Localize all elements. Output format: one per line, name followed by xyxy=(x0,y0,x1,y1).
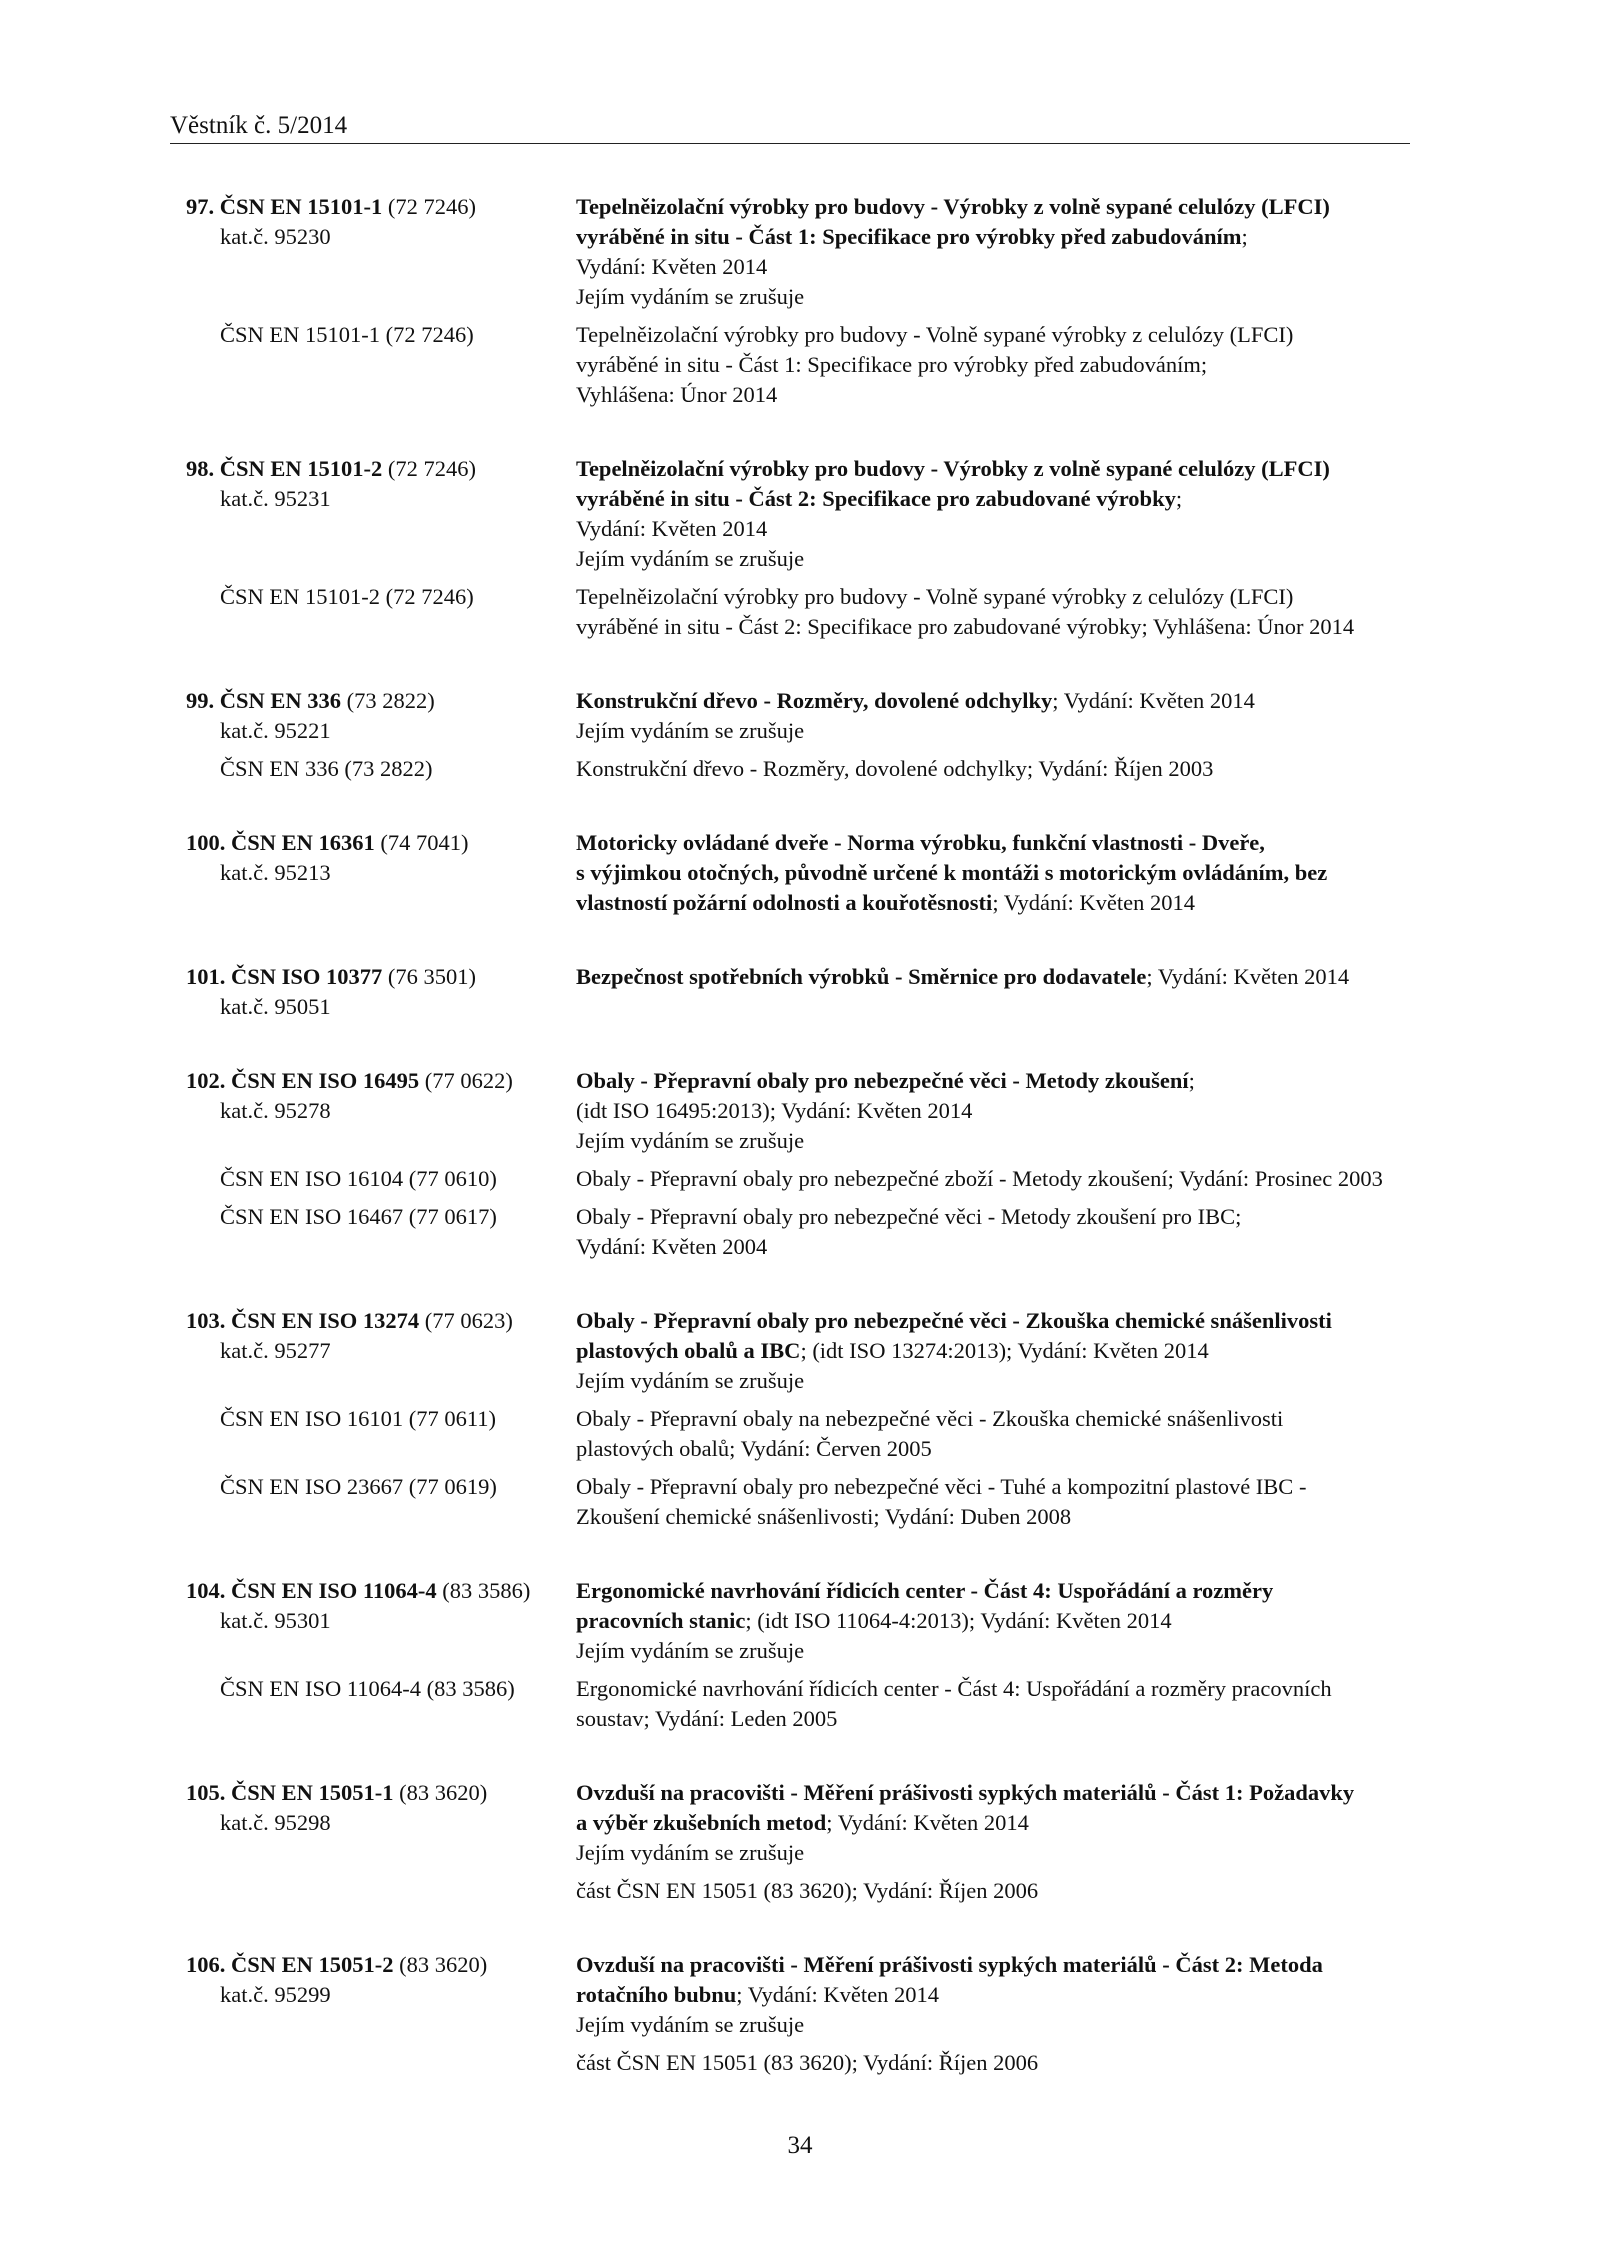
entry-left-cell xyxy=(170,962,576,992)
superseded-code-cell xyxy=(170,1502,576,1532)
superseded-line xyxy=(170,2048,1410,2078)
entry-left-cell xyxy=(170,1838,576,1868)
standard-title: Obaly - Přepravní obaly pro nebezpečné věci - Zkouška chemické snášenlivosti xyxy=(576,1308,1332,1333)
superseded-line xyxy=(170,1434,1410,1464)
standard-entry xyxy=(170,1066,1410,1262)
catalog-number: kat.č. 95213 xyxy=(220,860,331,885)
standard-class-number: (83 3620) xyxy=(393,1952,488,1977)
standard-entry xyxy=(170,686,1410,784)
catalog-number: kat.č. 95230 xyxy=(220,224,331,249)
superseded-standard-text: soustav; Vydání: Leden 2005 xyxy=(576,1706,838,1731)
superseded-standard-text: Ergonomické navrhování řídicích center - Část 4: Uspořádání a rozměry pracovních xyxy=(576,1676,1332,1701)
standard-title-suffix: ; Vydání: Květen 2014 xyxy=(992,890,1195,915)
page-header: Věstník č. 5/2014 xyxy=(170,112,348,139)
superseded-text-cell xyxy=(576,754,1410,784)
standard-entry xyxy=(170,1576,1410,1734)
entry-line xyxy=(170,962,1410,992)
cancels-note: Jejím vydáním se zrušuje xyxy=(576,546,805,571)
entry-left-cell xyxy=(170,454,576,484)
entry-left-cell xyxy=(170,1808,576,1838)
superseded-standard-code: ČSN EN ISO 16467 (77 0617) xyxy=(220,1204,497,1229)
standard-title: rotačního bubnu xyxy=(576,1982,737,2007)
entry-line xyxy=(170,514,1410,544)
entry-right-cell xyxy=(576,828,1410,858)
entry-left-cell xyxy=(170,1066,576,1096)
superseded-text-cell xyxy=(576,1232,1410,1262)
superseded-standard-code: ČSN EN 15101-1 (72 7246) xyxy=(220,322,474,347)
entry-right-cell xyxy=(576,1096,1410,1126)
standard-title: Tepelněizolační výrobky pro budovy - Výrobky z volně sypané celulózy (LFCI) xyxy=(576,194,1330,219)
entry-right-cell xyxy=(576,1606,1410,1636)
superseded-text-cell xyxy=(576,1472,1410,1502)
entry-line xyxy=(170,1366,1410,1396)
standard-entry xyxy=(170,192,1410,410)
superseded-code-cell xyxy=(170,1164,576,1194)
entry-right-cell xyxy=(576,544,1410,574)
entry-left-cell xyxy=(170,1636,576,1666)
standard-title: a výběr zkušebních metod xyxy=(576,1810,827,1835)
entry-line xyxy=(170,1636,1410,1666)
standard-title-suffix: ; Vydání: Květen 2014 xyxy=(1052,688,1255,713)
superseded-standard-code: ČSN EN ISO 16101 (77 0611) xyxy=(220,1406,497,1431)
entry-line xyxy=(170,1306,1410,1336)
entry-right-cell xyxy=(576,1838,1410,1868)
entry-left-cell xyxy=(170,222,576,252)
entry-line xyxy=(170,1576,1410,1606)
superseded-code-cell xyxy=(170,1404,576,1434)
superseded-text-cell xyxy=(576,2048,1410,2078)
superseded-standard-text: Tepelněizolační výrobky pro budovy - Volně sypané výrobky z celulózy (LFCI) xyxy=(576,584,1294,609)
superseded-code-cell xyxy=(170,1704,576,1734)
superseded-code-cell xyxy=(170,380,576,410)
spacer xyxy=(170,1156,1410,1164)
entry-line xyxy=(170,192,1410,222)
standard-title: Konstrukční dřevo - Rozměry, dovolené odchylky xyxy=(576,688,1053,713)
entry-left-cell xyxy=(170,1096,576,1126)
cancels-note: Jejím vydáním se zrušuje xyxy=(576,1840,805,1865)
entry-line xyxy=(170,828,1410,858)
issue-date: Vydání: Květen 2014 xyxy=(576,516,768,541)
entry-line xyxy=(170,1808,1410,1838)
standard-code: ČSN EN 15051-1 xyxy=(231,1780,394,1805)
superseded-code-cell xyxy=(170,754,576,784)
superseded-line xyxy=(170,1232,1410,1262)
standard-class-number: (72 7246) xyxy=(382,456,477,481)
standard-title-suffix: ; (idt ISO 13274:2013); Vydání: Květen 2014 xyxy=(800,1338,1209,1363)
entry-left-cell xyxy=(170,716,576,746)
superseded-text-cell xyxy=(576,320,1410,350)
catalog-number: kat.č. 95221 xyxy=(220,718,331,743)
cancels-note: Jejím vydáním se zrušuje xyxy=(576,1638,805,1663)
entry-line xyxy=(170,222,1410,252)
superseded-standard-text: vyráběné in situ - Část 1: Specifikace pro výrobky před zabudováním; xyxy=(576,352,1208,377)
spacer xyxy=(170,746,1410,754)
superseded-standard-text: Vyhlášena: Únor 2014 xyxy=(576,382,778,407)
entry-right-cell xyxy=(576,1336,1410,1366)
superseded-text-cell xyxy=(576,1502,1410,1532)
entry-left-cell xyxy=(170,1606,576,1636)
entry-number: 104. xyxy=(186,1578,226,1603)
entry-right-cell xyxy=(576,858,1410,888)
standard-entry xyxy=(170,962,1410,1022)
entry-left-cell xyxy=(170,1778,576,1808)
entry-left-cell xyxy=(170,888,576,918)
standard-class-number: (83 3586) xyxy=(436,1578,531,1603)
entry-number: 100. xyxy=(186,830,226,855)
entry-right-cell xyxy=(576,252,1410,282)
entry-number: 99. xyxy=(186,688,215,713)
superseded-standard-text: část ČSN EN 15051 (83 3620); Vydání: Říjen 2006 xyxy=(576,2050,1039,2075)
superseded-line xyxy=(170,612,1410,642)
entry-number: 98. xyxy=(186,456,215,481)
superseded-standard-text: plastových obalů; Vydání: Červen 2005 xyxy=(576,1436,932,1461)
spacer xyxy=(170,1194,1410,1202)
entry-line xyxy=(170,2010,1410,2040)
superseded-standard-text: Obaly - Přepravní obaly pro nebezpečné věci - Tuhé a kompozitní plastové IBC - xyxy=(576,1474,1307,1499)
entry-left-cell xyxy=(170,544,576,574)
superseded-standard-code: ČSN EN ISO 23667 (77 0619) xyxy=(220,1474,497,1499)
superseded-standard-text: Vydání: Květen 2004 xyxy=(576,1234,768,1259)
entry-right-cell xyxy=(576,1066,1410,1096)
superseded-text-cell xyxy=(576,1164,1410,1194)
standard-title: Obaly - Přepravní obaly pro nebezpečné věci - Metody zkoušení xyxy=(576,1068,1189,1093)
spacer xyxy=(170,1396,1410,1404)
spacer xyxy=(170,1464,1410,1472)
entry-right-cell xyxy=(576,1980,1410,2010)
superseded-line xyxy=(170,1202,1410,1232)
standard-entry xyxy=(170,828,1410,918)
superseded-text-cell xyxy=(576,1202,1410,1232)
entry-number: 103. xyxy=(186,1308,226,1333)
catalog-number: kat.č. 95277 xyxy=(220,1338,331,1363)
standard-title: pracovních stanic xyxy=(576,1608,746,1633)
standard-code: ČSN ISO 10377 xyxy=(231,964,383,989)
cancels-note: Jejím vydáním se zrušuje xyxy=(576,1128,805,1153)
superseded-standard-text: vyráběné in situ - Část 2: Specifikace pro zabudované výrobky; Vyhlášena: Únor 2014 xyxy=(576,614,1355,639)
entry-line xyxy=(170,1096,1410,1126)
superseded-text-cell xyxy=(576,1404,1410,1434)
entry-line xyxy=(170,252,1410,282)
entry-left-cell xyxy=(170,282,576,312)
standard-title-suffix: ; xyxy=(1241,224,1248,249)
standard-title: vyráběné in situ - Část 2: Specifikace pro zabudované výrobky xyxy=(576,486,1176,511)
entry-left-cell xyxy=(170,992,576,1022)
entry-number: 102. xyxy=(186,1068,226,1093)
superseded-code-cell xyxy=(170,1876,576,1906)
standard-title: Motoricky ovládané dveře - Norma výrobku, funkční vlastnosti - Dveře, xyxy=(576,830,1265,855)
entry-right-cell xyxy=(576,1366,1410,1396)
superseded-text-cell xyxy=(576,1876,1410,1906)
entry-right-cell xyxy=(576,192,1410,222)
standard-title-suffix: (idt ISO 16495:2013); Vydání: Květen 2014 xyxy=(576,1098,973,1123)
superseded-code-cell xyxy=(170,582,576,612)
catalog-number: kat.č. 95299 xyxy=(220,1982,331,2007)
superseded-text-cell xyxy=(576,1674,1410,1704)
entry-line xyxy=(170,484,1410,514)
standard-title: Ovzduší na pracovišti - Měření prášivosti sypkých materiálů - Část 2: Metoda xyxy=(576,1952,1323,1977)
standard-code: ČSN EN 15101-1 xyxy=(219,194,383,219)
entry-number: 101. xyxy=(186,964,226,989)
superseded-standard-code: ČSN EN 15101-2 (72 7246) xyxy=(220,584,474,609)
entry-right-cell xyxy=(576,1306,1410,1336)
superseded-code-cell xyxy=(170,612,576,642)
standard-class-number: (73 2822) xyxy=(341,688,435,713)
entry-right-cell xyxy=(576,1778,1410,1808)
entry-line xyxy=(170,454,1410,484)
superseded-code-cell xyxy=(170,320,576,350)
page-number: 34 xyxy=(787,2132,813,2159)
entry-line xyxy=(170,1950,1410,1980)
standard-title: vlastností požární odolnosti a kouřotěsnosti xyxy=(576,890,993,915)
standard-title: Ergonomické navrhování řídicích center - Část 4: Uspořádání a rozměry xyxy=(576,1578,1274,1603)
entry-line xyxy=(170,992,1410,1022)
entry-left-cell xyxy=(170,828,576,858)
superseded-code-cell xyxy=(170,1674,576,1704)
entry-right-cell xyxy=(576,222,1410,252)
entry-left-cell xyxy=(170,514,576,544)
entry-right-cell xyxy=(576,1126,1410,1156)
superseded-line xyxy=(170,1164,1410,1194)
standard-code: ČSN EN ISO 13274 xyxy=(231,1308,420,1333)
entry-right-cell xyxy=(576,514,1410,544)
standard-code: ČSN EN ISO 11064-4 xyxy=(231,1578,437,1603)
superseded-standard-code: ČSN EN 336 (73 2822) xyxy=(220,756,433,781)
standard-entry xyxy=(170,1778,1410,1906)
entry-line xyxy=(170,544,1410,574)
catalog-number: kat.č. 95051 xyxy=(220,994,331,1019)
superseded-text-cell xyxy=(576,380,1410,410)
entry-left-cell xyxy=(170,1126,576,1156)
entry-left-cell xyxy=(170,686,576,716)
standard-title: plastových obalů a IBC xyxy=(576,1338,801,1363)
superseded-standard-text: Konstrukční dřevo - Rozměry, dovolené odchylky; Vydání: Říjen 2003 xyxy=(576,756,1214,781)
superseded-code-cell xyxy=(170,1202,576,1232)
superseded-line xyxy=(170,1404,1410,1434)
standard-code: ČSN EN ISO 16495 xyxy=(231,1068,420,1093)
catalog-number: kat.č. 95231 xyxy=(220,486,331,511)
superseded-code-cell xyxy=(170,1232,576,1262)
superseded-standard-text: Obaly - Přepravní obaly pro nebezpečné věci - Metody zkoušení pro IBC; xyxy=(576,1204,1242,1229)
entry-left-cell xyxy=(170,1366,576,1396)
entry-right-cell xyxy=(576,992,1410,1022)
entry-left-cell xyxy=(170,484,576,514)
entry-line xyxy=(170,1126,1410,1156)
standard-entry xyxy=(170,1306,1410,1532)
entry-line xyxy=(170,716,1410,746)
entry-right-cell xyxy=(576,686,1410,716)
standard-code: ČSN EN 336 xyxy=(219,688,342,713)
superseded-text-cell xyxy=(576,350,1410,380)
entry-number: 106. xyxy=(186,1952,226,1977)
superseded-standard-text: Obaly - Přepravní obaly na nebezpečné věci - Zkouška chemické snášenlivosti xyxy=(576,1406,1284,1431)
superseded-line xyxy=(170,320,1410,350)
entry-left-cell xyxy=(170,1306,576,1336)
standard-entry xyxy=(170,454,1410,642)
standard-title-suffix: ; (idt ISO 11064-4:2013); Vydání: Květen 2014 xyxy=(745,1608,1172,1633)
standard-code: ČSN EN 16361 xyxy=(231,830,375,855)
superseded-line xyxy=(170,380,1410,410)
superseded-code-cell xyxy=(170,1472,576,1502)
entry-left-cell xyxy=(170,252,576,282)
entry-left-cell xyxy=(170,192,576,222)
superseded-code-cell xyxy=(170,2048,576,2078)
entry-right-cell xyxy=(576,282,1410,312)
standard-class-number: (76 3501) xyxy=(382,964,477,989)
cancels-note: Jejím vydáním se zrušuje xyxy=(576,718,805,743)
spacer xyxy=(170,2040,1410,2048)
superseded-text-cell xyxy=(576,1434,1410,1464)
superseded-standard-text: Tepelněizolační výrobky pro budovy - Volně sypané výrobky z celulózy (LFCI) xyxy=(576,322,1294,347)
standards-list xyxy=(170,192,1410,2078)
superseded-line xyxy=(170,1876,1410,1906)
superseded-line xyxy=(170,1674,1410,1704)
entry-line xyxy=(170,1606,1410,1636)
spacer xyxy=(170,1666,1410,1674)
standard-class-number: (74 7041) xyxy=(374,830,469,855)
entry-left-cell xyxy=(170,1980,576,2010)
superseded-text-cell xyxy=(576,1704,1410,1734)
superseded-code-cell xyxy=(170,1434,576,1464)
entry-left-cell xyxy=(170,1576,576,1606)
standard-class-number: (83 3620) xyxy=(393,1780,488,1805)
standard-title: Ovzduší na pracovišti - Měření prášivosti sypkých materiálů - Část 1: Požadavky xyxy=(576,1780,1355,1805)
entry-right-cell xyxy=(576,454,1410,484)
entry-left-cell xyxy=(170,2010,576,2040)
superseded-standard-text: Obaly - Přepravní obaly pro nebezpečné zboží - Metody zkoušení; Vydání: Prosinec 2003 xyxy=(576,1166,1383,1191)
entry-right-cell xyxy=(576,962,1410,992)
entry-line xyxy=(170,888,1410,918)
entry-line xyxy=(170,858,1410,888)
spacer xyxy=(170,574,1410,582)
entry-right-cell xyxy=(576,1808,1410,1838)
standard-class-number: (77 0622) xyxy=(419,1068,513,1093)
catalog-number: kat.č. 95301 xyxy=(220,1608,331,1633)
catalog-number: kat.č. 95298 xyxy=(220,1810,331,1835)
entry-left-cell xyxy=(170,1336,576,1366)
header-divider xyxy=(170,143,1410,144)
standard-title: Tepelněizolační výrobky pro budovy - Výrobky z volně sypané celulózy (LFCI) xyxy=(576,456,1330,481)
cancels-note: Jejím vydáním se zrušuje xyxy=(576,2012,805,2037)
standard-title-suffix: ; xyxy=(1188,1068,1195,1093)
superseded-standard-text: Zkoušení chemické snášenlivosti; Vydání: Duben 2008 xyxy=(576,1504,1072,1529)
standard-code: ČSN EN 15101-2 xyxy=(219,456,383,481)
standard-entry xyxy=(170,1950,1410,2078)
entry-number: 97. xyxy=(186,194,215,219)
entry-line xyxy=(170,1336,1410,1366)
entry-line xyxy=(170,1980,1410,2010)
standard-title-suffix: ; Vydání: Květen 2014 xyxy=(736,1982,939,2007)
standard-title: s výjimkou otočných, původně určené k montáži s motorickým ovládáním, bez xyxy=(576,860,1328,885)
entry-line xyxy=(170,1778,1410,1808)
spacer xyxy=(170,312,1410,320)
entry-right-cell xyxy=(576,1950,1410,1980)
entry-right-cell xyxy=(576,484,1410,514)
entry-line xyxy=(170,686,1410,716)
entry-right-cell xyxy=(576,888,1410,918)
superseded-line xyxy=(170,1502,1410,1532)
cancels-note: Jejím vydáním se zrušuje xyxy=(576,284,805,309)
superseded-line xyxy=(170,1704,1410,1734)
standard-class-number: (72 7246) xyxy=(382,194,477,219)
entry-number: 105. xyxy=(186,1780,226,1805)
entry-right-cell xyxy=(576,1576,1410,1606)
superseded-text-cell xyxy=(576,612,1410,642)
entry-right-cell xyxy=(576,1636,1410,1666)
spacer xyxy=(170,1868,1410,1876)
standard-title: Bezpečnost spotřebních výrobků - Směrnice pro dodavatele xyxy=(576,964,1147,989)
superseded-line xyxy=(170,582,1410,612)
entry-line xyxy=(170,282,1410,312)
standard-class-number: (77 0623) xyxy=(419,1308,513,1333)
issue-date: Vydání: Květen 2014 xyxy=(576,254,768,279)
superseded-standard-code: ČSN EN ISO 16104 (77 0610) xyxy=(220,1166,497,1191)
superseded-line xyxy=(170,1472,1410,1502)
entry-line xyxy=(170,1838,1410,1868)
standard-title-suffix: ; Vydání: Květen 2014 xyxy=(1146,964,1350,989)
cancels-note: Jejím vydáním se zrušuje xyxy=(576,1368,805,1393)
superseded-standard-text: část ČSN EN 15051 (83 3620); Vydání: Říjen 2006 xyxy=(576,1878,1039,1903)
standard-title-suffix: ; xyxy=(1175,486,1183,511)
superseded-line xyxy=(170,754,1410,784)
standard-title-suffix: ; Vydání: Květen 2014 xyxy=(826,1810,1029,1835)
superseded-code-cell xyxy=(170,350,576,380)
entry-right-cell xyxy=(576,716,1410,746)
catalog-number: kat.č. 95278 xyxy=(220,1098,331,1123)
superseded-text-cell xyxy=(576,582,1410,612)
entry-left-cell xyxy=(170,858,576,888)
entry-line xyxy=(170,1066,1410,1096)
standard-title: vyráběné in situ - Část 1: Specifikace pro výrobky před zabudováním xyxy=(576,224,1242,249)
standard-code: ČSN EN 15051-2 xyxy=(231,1952,394,1977)
entry-right-cell xyxy=(576,2010,1410,2040)
superseded-line xyxy=(170,350,1410,380)
entry-left-cell xyxy=(170,1950,576,1980)
superseded-standard-code: ČSN EN ISO 11064-4 (83 3586) xyxy=(220,1676,515,1701)
